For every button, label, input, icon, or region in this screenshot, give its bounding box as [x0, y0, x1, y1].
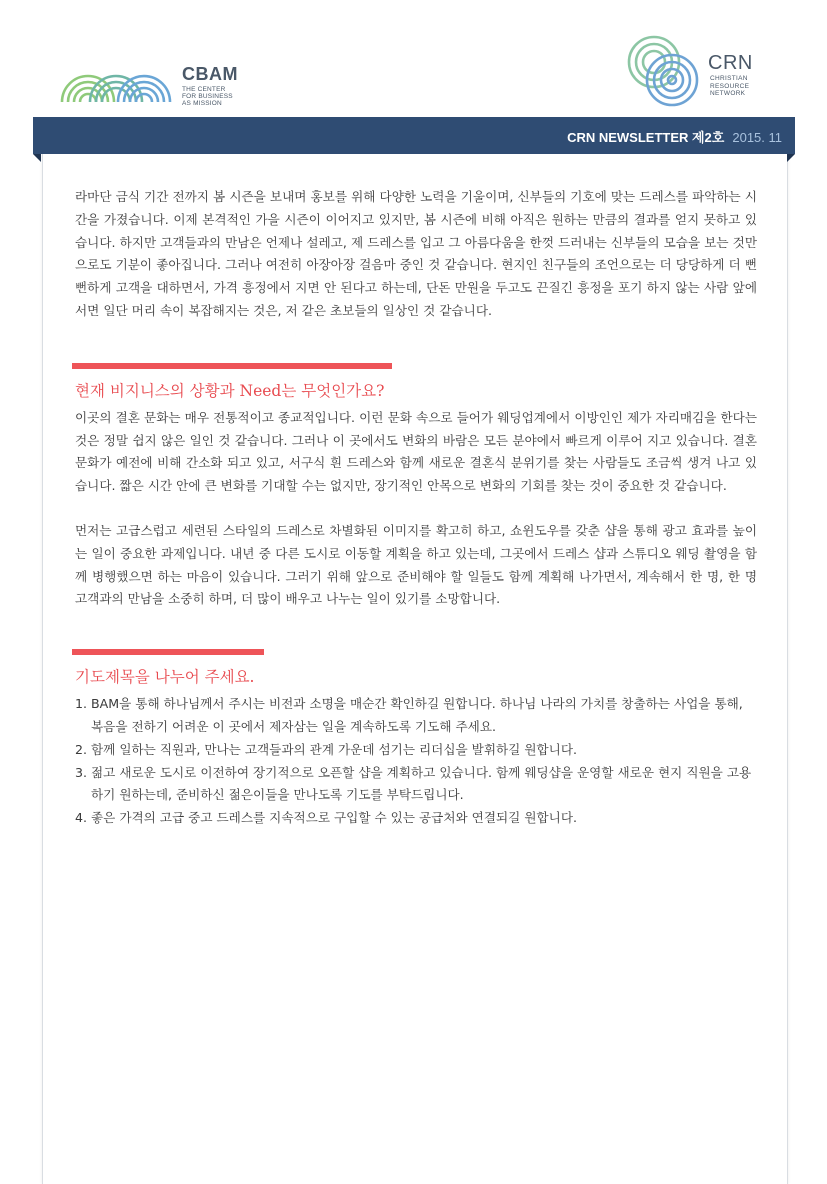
article-body — [75, 186, 757, 830]
crn-tagline: CHRISTIAN RESOURCE NETWORK — [710, 75, 750, 97]
business-paragraph: 먼저는 고급스럽고 세련된 스타일의 드레스로 차별화된 이미지를 확고히 하고, 쇼윈도우를 갖춘 샵을 통해 광고 효과를 높이는 일이 중요한 과제입니다. 내년 중 다른 도시로 이동할 계획을 하고 있는데, 그곳에서 드레스 샵과 스튜디오 웨딩 촬영을 함께 병행했으면 하는 마음이 있습니다. 그러기 위해 앞으로 준비해야 할 일들도 함께 계획해 나가면서, 계속해서 한 명, 한 명 고객과의 만남을 소중히 하며, 더 많이 배우고 나누는 일이 있기를 소망합니다. — [75, 522, 757, 607]
list-item: 2. 함께 일하는 직원과, 만나는 고객들과의 관계 가운데 섬기는 리더십을 발휘하길 원합니다. — [75, 741, 577, 757]
cbam-name: CBAM — [182, 64, 238, 84]
banner-fold-left — [33, 154, 41, 162]
business-paragraph: 이곳의 결혼 문화는 매우 전통적이고 종교적입니다. 이런 문화 속으로 들어가 웨딩업계에서 이방인인 제가 자리매김을 한다는 것은 정말 쉽지 않은 일인 것 같습니다. 그러나 이 곳에서도 변화의 바람은 모든 분야에서 빠르게 이루어 지고 있습니다. 결혼 문화가 예전에 비해 간소화 되고 있고, 서구식 흰 드레스와 함께 새로운 결혼식 분위기를 찾는 사람들도 조금씩 생겨 나고 있습니다. 짧은 시간 안에 큰 변화를 기대할 수는 없지만, 장기적인 안목으로 변화의 기회를 찾는 것이 중요한 것 같습니다. — [75, 409, 757, 494]
list-item: 4. 좋은 가격의 고급 중고 드레스를 지속적으로 구입할 수 있는 공급처와 연결되길 원합니다. — [75, 810, 577, 826]
section-heading-prayer: 기도제목을 나누어 주세요. — [75, 668, 255, 687]
list-item: 1. BAM을 통해 하나님께서 주시는 비전과 소명을 매순간 확인하길 원합니다. 하나님 나라의 가치를 창출하는 사업을 통해, 복음을 전하기 어려운 이 곳에서 제자삼는 일을 계속하도록 기도해 주세요. — [75, 696, 743, 734]
banner-title — [567, 127, 782, 146]
section-divider — [72, 363, 392, 369]
section-heading-business: 현재 비지니스의 상황과 Need는 무엇인가요? — [75, 381, 385, 400]
prayer-list — [75, 693, 757, 830]
crn-circles-icon — [626, 34, 706, 110]
intro-paragraph: 라마단 금식 기간 전까지 봄 시즌을 보내며 홍보를 위해 다양한 노력을 기울이며, 신부들의 기호에 맞는 드레스를 파악하는 시간을 가졌습니다. 이제 본격적인 가을 시즌이 이어지고 있지만, 봄 시즌에 비해 아직은 원하는 만큼의 결과를 얻지 못하고 있습니다. 하지만 고객들과의 만남은 언제나 설레고, 제 드레스를 입고 그 아름다움을 한껏 드러내는 신부들의 모습을 보는 것만으로도 기분이 좋아집니다. 그러나 여전히 아장아장 걸음마 중인 것 같습니다. 현지인 친구들의 조언으로는 더 당당하게 더 뻔뻔하게 고객을 대하면서, 가격 흥정에서 지면 안 된다고 하는데, 단돈 만원을 두고도 끈질긴 흥정을 포기 하지 않는 사람 앞에 서면 일단 머리 속이 복잡해지는 것은, 저 같은 초보들의 일상인 것 같습니다. — [75, 189, 757, 318]
newsletter-banner — [33, 117, 795, 154]
crn-logo — [626, 34, 776, 110]
cbam-tagline: THE CENTER FOR BUSINESS AS MISSION — [182, 86, 233, 107]
crn-name: CRN — [708, 52, 753, 74]
banner-fold-right — [787, 154, 795, 162]
cbam-logo — [60, 50, 260, 106]
list-item: 3. 젊고 새로운 도시로 이전하여 장기적으로 오픈할 샵을 계획하고 있습니다. 함께 웨딩샵을 운영할 새로운 현지 직원을 고용하기 원하는데, 준비하신 젊은이들을 만나도록 기도를 부탁드립니다. — [75, 764, 752, 803]
section-divider — [72, 649, 264, 655]
cbam-arches-icon — [60, 50, 172, 106]
newsletter-issue: CRN NEWSLETTER 제2호 — [567, 130, 725, 145]
newsletter-date: 2015. 11 — [732, 130, 782, 145]
